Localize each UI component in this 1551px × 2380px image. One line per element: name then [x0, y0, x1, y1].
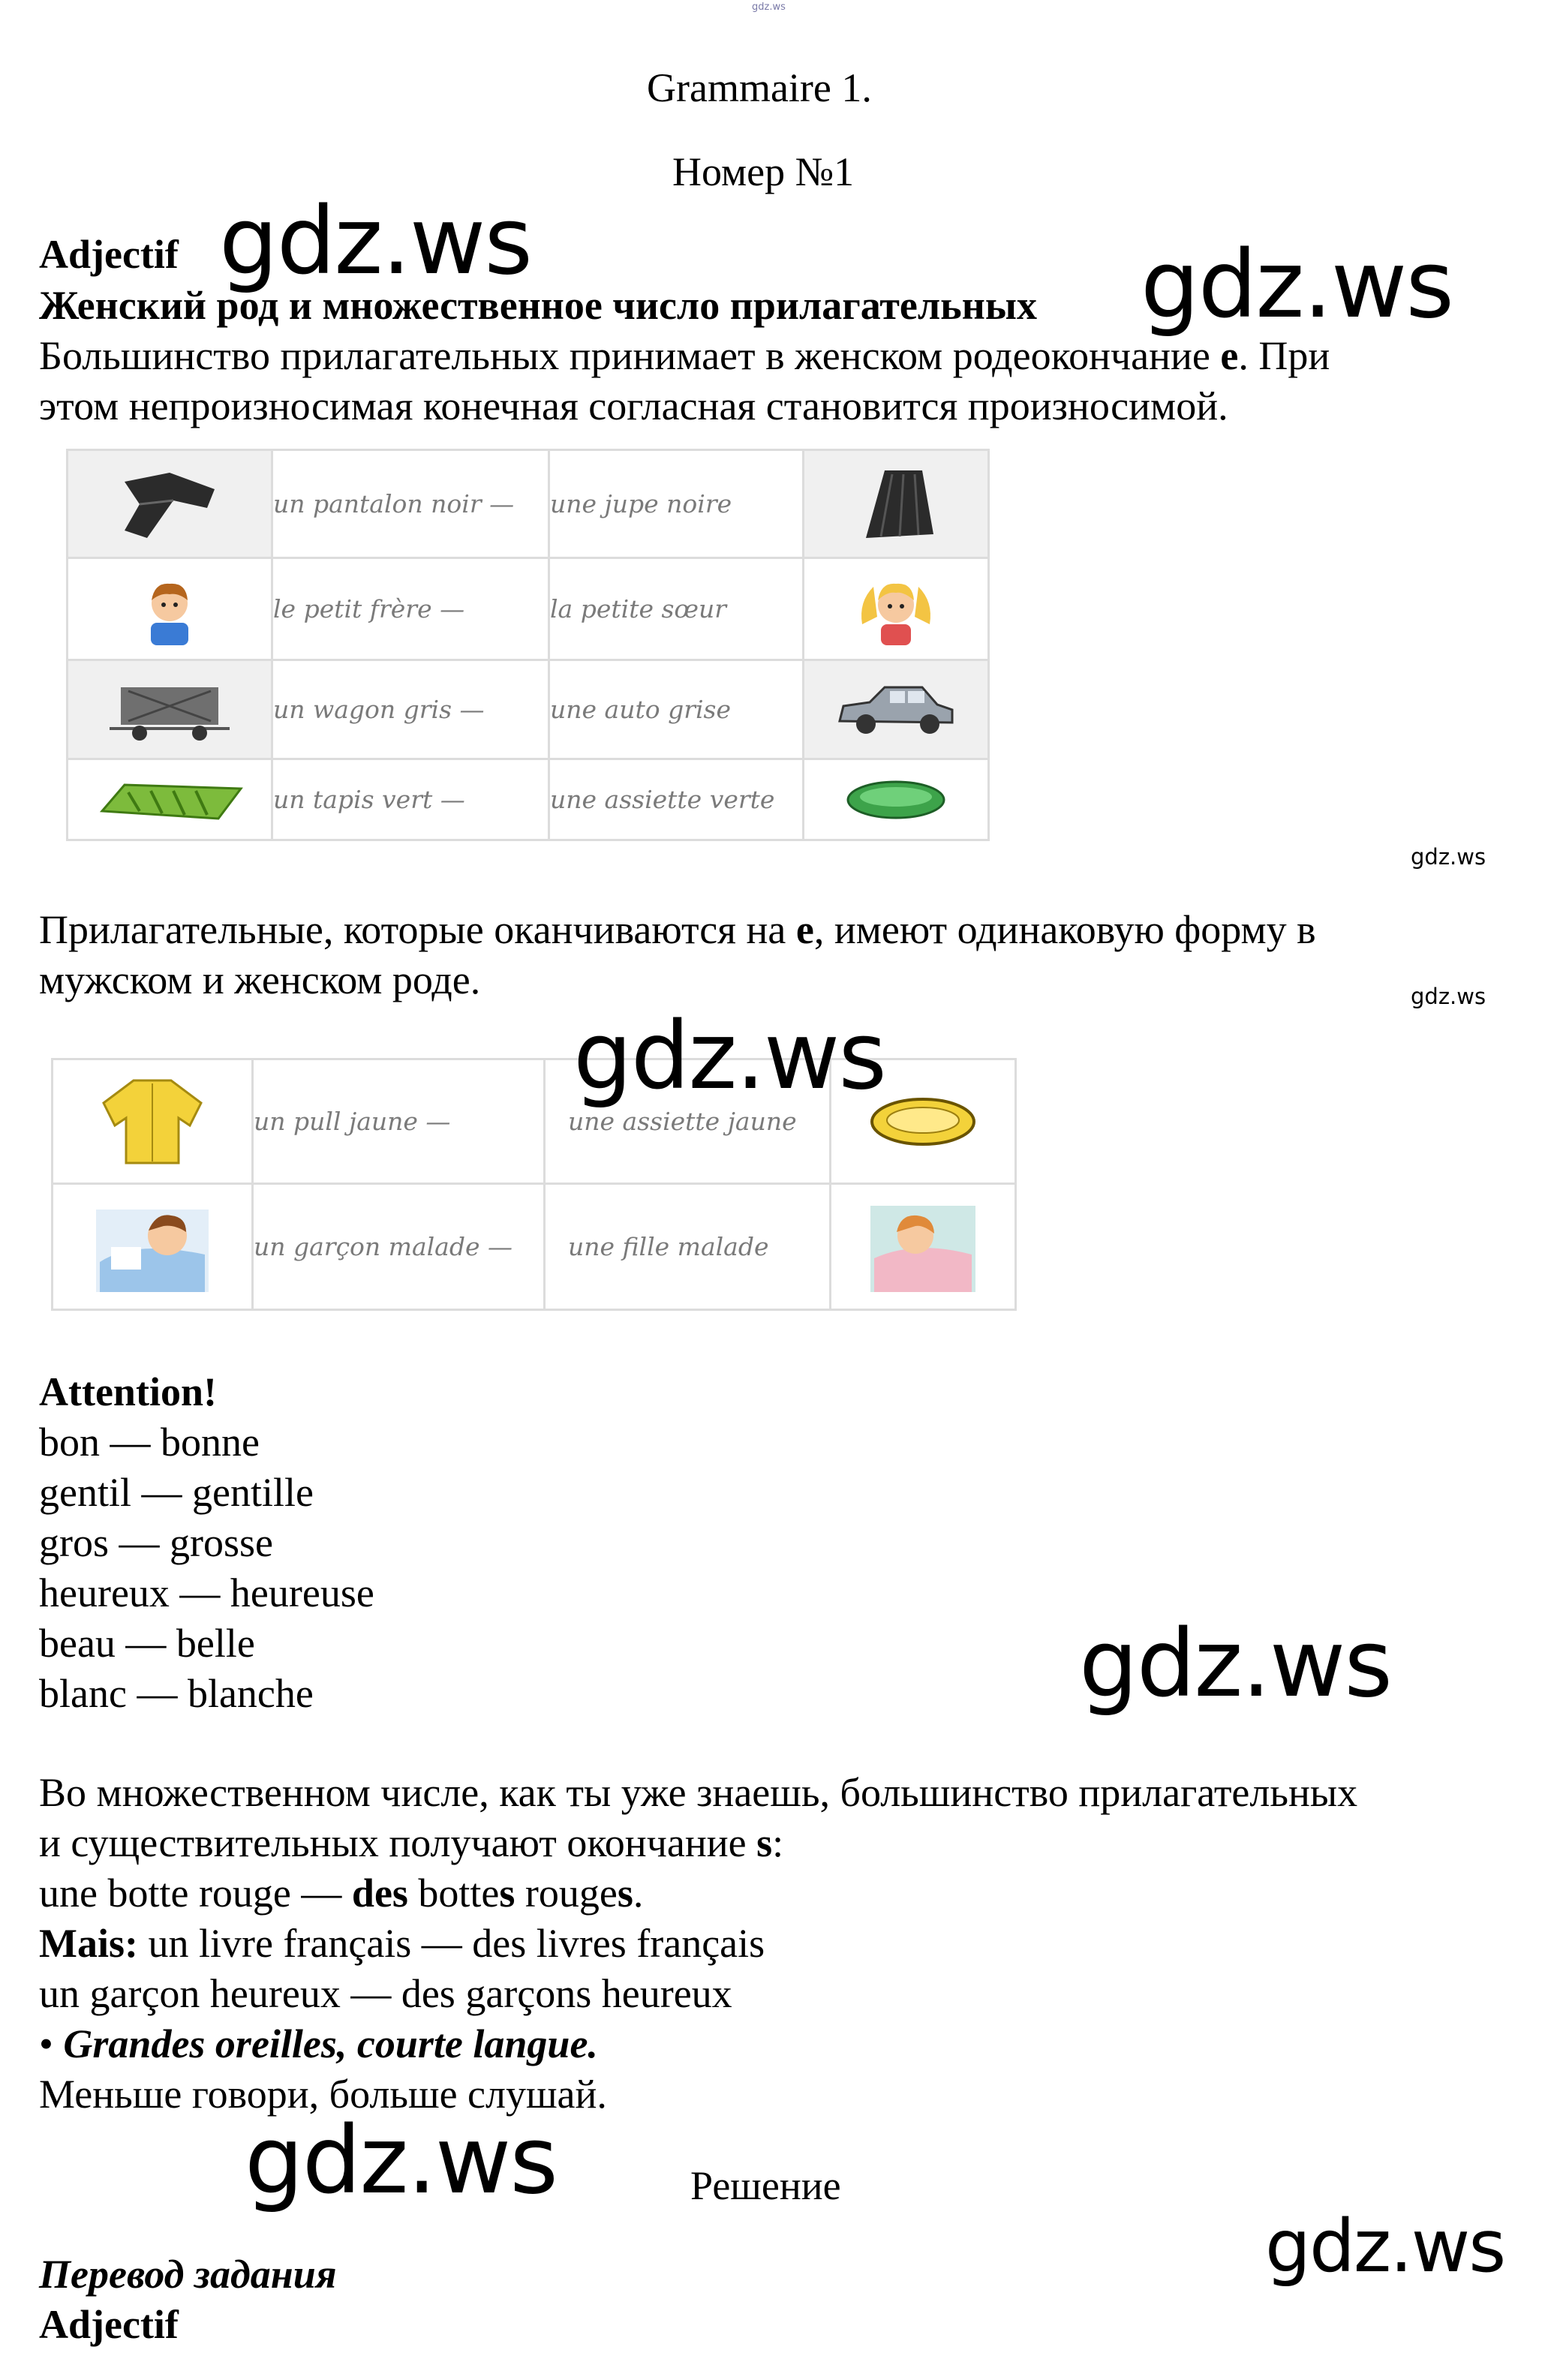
masc-example: un tapis vert — — [272, 759, 549, 840]
plural-exception — [39, 1919, 765, 1969]
carpet-icon — [68, 759, 272, 840]
table-row — [68, 450, 989, 558]
example-part: . — [633, 1871, 644, 1916]
attention-pair: bon — bonne — [39, 1420, 260, 1465]
table-row — [53, 1184, 1016, 1310]
watermark-small: gdz.ws — [1411, 984, 1486, 1009]
masc-example: un pull jaune — — [253, 1059, 545, 1184]
watermark: gdz.ws — [219, 188, 531, 296]
solution-label: Решение — [690, 2163, 841, 2208]
table-row — [68, 759, 989, 840]
section-heading: Adjectif — [39, 232, 179, 277]
ending-letter: e — [1220, 333, 1239, 378]
rule-text-part: Большинство прилагательных принимает в женском родеокончание — [39, 333, 1221, 378]
car-icon — [804, 660, 989, 759]
masc-example: un pantalon noir — — [272, 450, 549, 558]
attention-pair: gros — grosse — [39, 1520, 273, 1565]
bullet: • — [39, 2021, 64, 2066]
sick-boy-icon — [53, 1184, 253, 1310]
mais-label: Mais: — [39, 1921, 138, 1966]
rule-text-part: Прилагательные, которые оканчиваются на — [39, 907, 796, 952]
attention-pair: gentil — gentille — [39, 1470, 314, 1515]
example-bold: des — [351, 1871, 408, 1916]
plural-rule-line: Во множественном числе, как ты уже знаешь, большинство прилагательных — [39, 1770, 1358, 1815]
fem-example: une assiette jaune — [545, 1059, 831, 1184]
rule-text-line: мужском и женском роде. — [39, 957, 481, 1002]
masc-example: le petit frère — — [272, 558, 549, 660]
example-part: une botte rouge — — [39, 1871, 352, 1916]
proverb-translation: Меньше говори, больше слушай. — [39, 2072, 607, 2117]
fem-example: la petite sœur — [549, 558, 804, 660]
watermark: gdz.ws — [1141, 231, 1453, 339]
masc-example: un wagon gris — — [272, 660, 549, 759]
masc-example: un garçon malade — — [253, 1184, 545, 1310]
plate-icon — [804, 759, 989, 840]
rule-text-part: : — [772, 1820, 784, 1865]
top-watermark: gdz.ws — [752, 2, 786, 13]
example-bold: s — [499, 1871, 515, 1916]
fem-example: une jupe noire — [549, 450, 804, 558]
sick-girl-icon — [831, 1184, 1016, 1310]
rule-text-part: и существительных получают окончание — [39, 1820, 757, 1865]
example-part: botte — [407, 1871, 500, 1916]
rule-text-line: этом непроизносимая конечная согласная становится произносимой. — [39, 383, 1228, 428]
fem-example: une assiette verte — [549, 759, 804, 840]
rule-text-line — [39, 905, 1316, 955]
watermark: gdz.ws — [573, 1002, 885, 1110]
ending-letter: s — [756, 1820, 773, 1865]
watermark-small: gdz.ws — [1411, 844, 1486, 870]
proverb-text: Grandes oreilles, courte langue. — [63, 2021, 598, 2066]
girl-icon — [804, 558, 989, 660]
solution-heading: Adjectif — [39, 2302, 179, 2347]
fem-example: une auto grise — [549, 660, 804, 759]
sweater-icon — [53, 1059, 253, 1184]
attention-heading: Attention! — [39, 1369, 217, 1414]
plural-example: un garçon heureux — des garçons heureux — [39, 1971, 732, 2016]
plural-example — [39, 1868, 643, 1919]
translation-heading: Перевод задания — [39, 2252, 337, 2297]
watermark: gdz.ws — [1265, 2204, 1505, 2288]
attention-pair: beau — belle — [39, 1621, 255, 1666]
watermark: gdz.ws — [245, 2107, 557, 2215]
wagon-icon — [68, 660, 272, 759]
plural-rule-line — [39, 1818, 783, 1868]
rule-text-part: . При — [1238, 333, 1330, 378]
table-row — [68, 558, 989, 660]
rule-text-line — [39, 331, 1330, 381]
example-bold: s — [617, 1871, 633, 1916]
watermark: gdz.ws — [1079, 1610, 1391, 1718]
exercise-number: Номер №1 — [672, 149, 855, 194]
example-part: un livre français — des livres français — [137, 1921, 765, 1966]
boy-icon — [68, 558, 272, 660]
rule-text-part: , имеют одинаковую форму в — [813, 907, 1316, 952]
fem-example: une fille malade — [545, 1184, 831, 1310]
attention-pair: blanc — blanche — [39, 1671, 314, 1716]
page-title: Grammaire 1. — [647, 65, 872, 110]
attention-pair: heureux — heureuse — [39, 1570, 374, 1615]
example-part: rouge — [515, 1871, 618, 1916]
proverb — [39, 2019, 598, 2069]
ending-letter: e — [795, 907, 814, 952]
gender-examples-table — [66, 449, 990, 841]
table-row — [68, 660, 989, 759]
trousers-icon — [68, 450, 272, 558]
skirt-icon — [804, 450, 989, 558]
section-subheading: Женский род и множественное число прилагательных — [39, 283, 1038, 328]
